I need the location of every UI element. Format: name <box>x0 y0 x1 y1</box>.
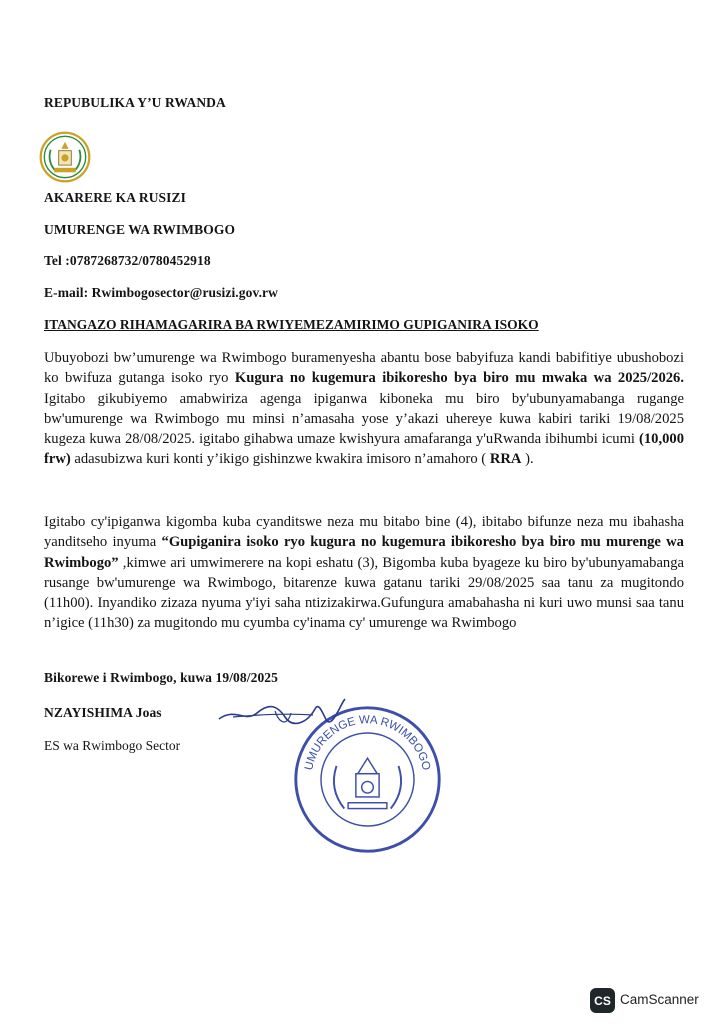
announcement-paragraph-1 <box>44 348 684 470</box>
place-date-line: Bikorewe i Rwimbogo, kuwa 19/08/2025 <box>44 670 278 685</box>
announcement-title: ITANGAZO RIHAMAGARIRA BA RWIYEMEZAMIRIMO GUPIGANIRA ISOKO <box>44 317 539 332</box>
announcement-paragraph-2 <box>44 512 684 634</box>
email-address: Rwimbogosector@rusizi.gov.rw <box>91 285 279 300</box>
para1-bold-rra: RRA <box>489 451 522 468</box>
para1-text-2: Igitabo gikubiyemo amabwiriza agenga ipiganwa kiboneka mu biro by'ubunyamabanga rugange bw'umurenge wa Rwimbogo mu minsi n’amasaha yose y’akazi uhereye kuwa kabiri tariki 19/08/2025 kugeza kuwa 28/08/2025. igitabo gihabwa umaze kwishyura amafaranga y'uRwanda ibihumbi icumi <box>44 390 684 448</box>
coat-of-arms-icon <box>38 130 92 184</box>
handwritten-signature-icon <box>215 693 350 735</box>
para1-text-1: Ubuyobozi bw’umurenge wa Rwimbogo buramenyesha abantu bose babyifuza kandi babifitiye ubushobozi ko bwifuza gutanga isoko ryo <box>44 350 684 387</box>
para1-text-4: ). <box>521 451 534 468</box>
email-label: E-mail: <box>44 285 92 300</box>
camscanner-watermark-text: CamScanner <box>620 992 699 1007</box>
district-heading: AKARERE KA RUSIZI <box>44 190 186 205</box>
para1-bold-fee: (10,000 frw) <box>44 431 684 468</box>
para1-bold-tender-subject: Kugura no kugemura ibikoresho bya biro mu mwaka wa 2025/2026. <box>234 370 684 387</box>
sector-heading: UMURENGE WA RWIMBOGO <box>44 222 236 237</box>
para2-text-2: ,kimwe ari umwimerere na kopi eshatu (3), Bigomba kuba byageze ku biro by'ubunyamabanga rusange bw'umurenge wa Rwimbogo, bitarenze kuwa gatanu tariki 29/08/2025 saa tanu za mugitondo (11h00). Inyandiko zizaza nyuma y'iyi saha ntizizakirwa.Gufungura amabahasha ni kuri uwo munsi saa tanu n’igice (11h30) za mugitondo mu cyumba cy'inama cy' umurenge wa Rwimbogo <box>44 554 684 632</box>
para2-text-1: Igitabo cy'ipiganwa kigomba kuba cyanditswe neza mu bitabo bine (4), ibitabo bifunze neza mu ibahasha yanditseho inyuma <box>44 514 684 551</box>
camscanner-logo-icon: CS <box>590 988 615 1013</box>
para1-text-3: adasubizwa kuri konti y’ikigo gishinzwe kwakira imisoro n’amahoro ( <box>70 451 490 468</box>
signatory-role: ES wa Rwimbogo Sector <box>44 738 181 753</box>
para2-bold-envelope-label: “Gupiganira isoko ryo kugura no kugemura ibikoresho bya biro mu murenge wa Rwimbogo” <box>44 534 684 571</box>
email-line <box>44 285 278 301</box>
stamp-text: UMURENGE WA RWIMBOGO <box>302 713 433 772</box>
country-heading: REPUBULIKA Y’U RWANDA <box>44 95 226 110</box>
signatory-name: NZAYISHIMA Joas <box>44 705 162 720</box>
telephone-line: Tel :0787268732/0780452918 <box>44 253 211 268</box>
